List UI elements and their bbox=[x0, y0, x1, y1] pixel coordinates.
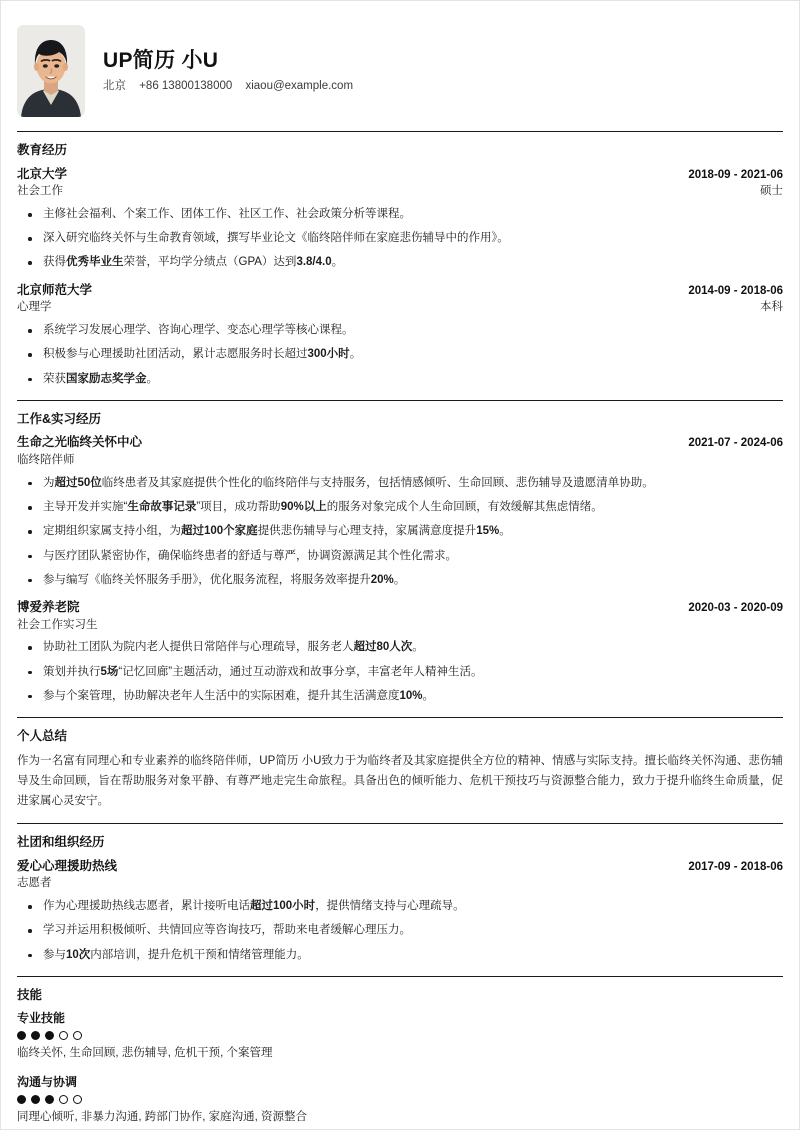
entry-header-row bbox=[17, 281, 783, 300]
bullet-item: 学习并运用积极倾听、共情回应等咨询技巧，帮助来电者缓解心理压力。 bbox=[17, 922, 783, 939]
bullet-item: 系统学习发展心理学、咨询心理学、变态心理学等核心课程。 bbox=[17, 322, 783, 339]
section-title-work: 工作&实习经历 bbox=[17, 411, 102, 426]
rating-dot-filled bbox=[31, 1095, 40, 1104]
entry-date-range: 2020-03 - 2020-09 bbox=[688, 602, 783, 615]
contact-email: xiaou@example.com bbox=[245, 79, 354, 92]
entry-organization: 北京师范大学 bbox=[17, 282, 93, 297]
rating-dot-empty bbox=[73, 1031, 82, 1040]
page-title: UP简历 小U bbox=[103, 48, 219, 72]
bullet-item: 积极参与心理援助社团活动，累计志愿服务时长超过300小时。 bbox=[17, 346, 783, 363]
summary-text: 作为一名富有同理心和专业素养的临终陪伴师，UP简历 小U致力于为临终者及其家庭提供全方位的精神、情感与实际支持。擅长临终关怀沟通、悲伤辅导及生命回顾，旨在帮助服务对象平静、有尊严地走完生命旅程。具备出色的倾听能力、危机干预技巧与资源整合能力，致力于提升临终生命质量，促进家属心灵安宁。 bbox=[17, 754, 783, 807]
rating-dot-filled bbox=[45, 1095, 54, 1104]
entry-list-work bbox=[17, 433, 783, 705]
entry-role: 临终陪伴师 bbox=[17, 454, 75, 467]
entry-bullet-list bbox=[17, 206, 783, 272]
entry-role: 社会工作实习生 bbox=[17, 618, 98, 631]
section-work bbox=[17, 412, 783, 705]
entry-bullet-list bbox=[17, 639, 783, 705]
section-title-summary: 个人总结 bbox=[17, 729, 68, 744]
entry-subheader-row bbox=[17, 875, 783, 892]
entry-organization: 生命之光临终关怀中心 bbox=[17, 435, 143, 450]
entry-bullet-list bbox=[17, 475, 783, 589]
entry-date-range: 2014-09 - 2018-06 bbox=[688, 284, 783, 297]
resume-header bbox=[17, 17, 783, 131]
bullet-item: 获得优秀毕业生荣誉，平均学分绩点（GPA）达到3.8/4.0。 bbox=[17, 254, 783, 271]
entry-organization: 北京大学 bbox=[17, 166, 68, 181]
experience-entry bbox=[17, 857, 783, 964]
section-title-organization: 社团和组织经历 bbox=[17, 835, 105, 850]
experience-entry bbox=[17, 433, 783, 589]
rating-dot-empty bbox=[59, 1031, 68, 1040]
experience-entry bbox=[17, 165, 783, 272]
rating-dot-filled bbox=[17, 1031, 26, 1040]
bullet-item: 荣获国家励志奖学金。 bbox=[17, 371, 783, 388]
bullet-item: 为超过50位临终患者及其家庭提供个性化的临终陪伴与支持服务，包括情感倾听、生命回顾、悲伤辅导及遗愿清单协助。 bbox=[17, 475, 783, 492]
entry-subheader-row bbox=[17, 617, 783, 634]
avatar bbox=[17, 25, 85, 117]
experience-entry bbox=[17, 281, 783, 388]
bullet-item: 参与个案管理，协助解决老年人生活中的实际困难，提升其生活满意度10%。 bbox=[17, 688, 783, 705]
bullet-item: 策划并执行5场“记忆回廊”主题活动，通过互动游戏和故事分享，丰富老年人精神生活。 bbox=[17, 664, 783, 681]
section-divider-work bbox=[17, 400, 783, 401]
entry-role: 心理学 bbox=[17, 301, 52, 314]
section-education bbox=[17, 143, 783, 388]
entry-degree: 硕士 bbox=[760, 185, 783, 198]
entry-bullet-list bbox=[17, 898, 783, 964]
rating-dot-filled bbox=[31, 1031, 40, 1040]
section-organization bbox=[17, 835, 783, 964]
rating-dot-empty bbox=[73, 1095, 82, 1104]
bullet-item: 深入研究临终关怀与生命教育领域，撰写毕业论文《临终陪伴师在家庭悲伤辅导中的作用》。 bbox=[17, 230, 783, 247]
entry-degree: 本科 bbox=[760, 301, 783, 314]
section-title-education: 教育经历 bbox=[17, 143, 68, 157]
skill-list bbox=[17, 1009, 783, 1125]
entry-date-range: 2021-07 - 2024-06 bbox=[688, 437, 783, 450]
contact-phone: +86 13800138000 bbox=[139, 79, 233, 92]
section-divider-organization bbox=[17, 823, 783, 824]
entry-subheader-row bbox=[17, 452, 783, 469]
rating-dot-filled bbox=[45, 1031, 54, 1040]
entry-header-row bbox=[17, 433, 783, 452]
bullet-item: 协助社工团队为院内老人提供日常陪伴与心理疏导，服务老人超过80人次。 bbox=[17, 639, 783, 656]
section-divider-education bbox=[17, 131, 783, 132]
entry-role: 社会工作 bbox=[17, 185, 63, 198]
section-skills bbox=[17, 988, 783, 1126]
skill-rating bbox=[17, 1031, 783, 1040]
skill-block bbox=[17, 1009, 783, 1062]
bullet-item: 参与编写《临终关怀服务手册》，优化服务流程，将服务效率提升20%。 bbox=[17, 572, 783, 589]
entry-subheader-row bbox=[17, 299, 783, 316]
section-summary bbox=[17, 729, 783, 811]
bullet-item: 参与10次内部培训，提升危机干预和情绪管理能力。 bbox=[17, 947, 783, 964]
entry-organization: 爱心心理援助热线 bbox=[17, 858, 118, 873]
entry-role: 志愿者 bbox=[17, 877, 52, 890]
entry-date-range: 2017-09 - 2018-06 bbox=[688, 860, 783, 873]
bullet-item: 主导开发并实施“生命故事记录”项目，成功帮助90%以上的服务对象完成个人生命回顾，有效缓解其焦虑情绪。 bbox=[17, 499, 783, 516]
section-divider-skills bbox=[17, 976, 783, 977]
bullet-item: 与医疗团队紧密协作，确保临终患者的舒适与尊严，协调资源满足其个性化需求。 bbox=[17, 548, 783, 565]
skill-name: 专业技能 bbox=[17, 1011, 66, 1026]
entry-bullet-list bbox=[17, 322, 783, 388]
skill-tags: 同理心倾听, 非暴力沟通, 跨部门协作, 家庭沟通, 资源整合 bbox=[17, 1111, 308, 1124]
entry-header-row bbox=[17, 165, 783, 184]
entry-organization: 博爱养老院 bbox=[17, 600, 80, 615]
bullet-item: 主修社会福利、个案工作、团体工作、社区工作、社会政策分析等课程。 bbox=[17, 206, 783, 223]
entry-list-education bbox=[17, 165, 783, 388]
entry-header-row bbox=[17, 857, 783, 876]
entry-subheader-row bbox=[17, 183, 783, 200]
skill-rating bbox=[17, 1095, 783, 1104]
contact-line bbox=[103, 81, 353, 93]
bullet-item: 定期组织家属支持小组，为超过100个家庭提供悲伤辅导与心理支持，家属满意度提升15%。 bbox=[17, 523, 783, 540]
rating-dot-filled bbox=[17, 1095, 26, 1104]
section-divider-summary bbox=[17, 717, 783, 718]
bullet-item: 作为心理援助热线志愿者，累计接听电话超过100小时，提供情绪支持与心理疏导。 bbox=[17, 898, 783, 915]
section-title-skills: 技能 bbox=[17, 987, 43, 1002]
experience-entry bbox=[17, 598, 783, 705]
entry-date-range: 2018-09 - 2021-06 bbox=[688, 168, 783, 181]
skill-name: 沟通与协调 bbox=[17, 1075, 78, 1090]
identity-block bbox=[103, 50, 353, 93]
entry-list-organization bbox=[17, 857, 783, 964]
skill-tags: 临终关怀, 生命回顾, 悲伤辅导, 危机干预, 个案管理 bbox=[17, 1047, 273, 1060]
entry-header-row bbox=[17, 598, 783, 617]
contact-location: 北京 bbox=[103, 79, 126, 92]
rating-dot-empty bbox=[59, 1095, 68, 1104]
skill-block bbox=[17, 1073, 783, 1126]
